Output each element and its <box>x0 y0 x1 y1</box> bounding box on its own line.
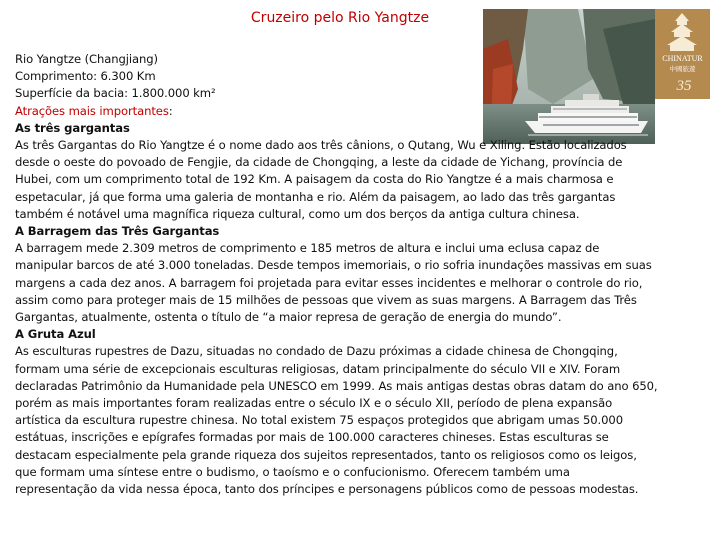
basin-area: Superfície da bacia: 1.800.000 km² <box>15 86 216 101</box>
section-blue-grotto <box>15 326 705 498</box>
section-line: As esculturas rupestres de Dazu, situadas no condado de Dazu próximas a cidade chinesa de Chongqing, <box>15 344 618 359</box>
article-body <box>15 51 705 498</box>
section-line: Gargantas, atualmente, ostenta o título de “a maior represa de geração de energia do mundo”. <box>15 310 562 325</box>
section-line: A barragem mede 2.309 metros de comprimento e 185 metros de altura e inclui uma eclusa capaz de <box>15 241 600 256</box>
river-length: Comprimento: 6.300 Km <box>15 69 156 84</box>
section-line: manipular barcos de até 3.000 toneladas. Desde tempos imemoriais, o rio sofria inundações massivas em suas <box>15 258 652 273</box>
attractions-colon: : <box>168 103 173 118</box>
section-line: representação da vida nessa época, tanto dos príncipes e personagens públicos como de pessoas modestas. <box>15 482 639 497</box>
section-line: Hubei, com um comprimento total de 192 Km. A paisagem da costa do Rio Yangtze é a mais charmosa e <box>15 172 614 187</box>
section-heading: As três gargantas <box>15 120 130 135</box>
section-heading: A Gruta Azul <box>15 327 96 342</box>
logo-chinese: 中國旅遊 <box>669 65 696 73</box>
section-line: que formam uma síntese entre o budismo, o taoísmo e o confucionismo. Oferecem também uma <box>15 464 570 479</box>
section-line: também é notável uma magnífica riqueza cultural, como um dos berços da antiga cultura chinesa. <box>15 206 580 221</box>
section-heading: A Barragem das Três Gargantas <box>15 224 220 239</box>
attractions-heading <box>15 103 705 120</box>
page-title: Cruzeiro pelo Rio Yangtze <box>250 10 430 26</box>
section-three-gorges <box>15 120 705 223</box>
section-line: assim como para proteger mais de 15 milhões de pessoas que vivem as suas margens. A Barragem das Três <box>15 292 637 307</box>
section-line: formam uma série de excepcionais esculturas religiosas, datam principalmente do século VII e XIV. Foram <box>15 361 621 376</box>
section-line: As três Gargantas do Rio Yangtze é o nome dado aos três cânions, o Qutang, Wu e Xiling. Estão localizados <box>15 138 627 153</box>
section-line: destacam especialmente pela grande riqueza dos sujeitos representados, tanto os religiosos como os leigos, <box>15 447 637 462</box>
logo-years: 35 <box>676 78 692 94</box>
section-line: estátuas, inscrições e epígrafes formadas por mais de 100.000 caracteres chineses. Estas esculturas se <box>15 430 609 445</box>
section-line: desde o oeste do povoado de Fengjie, da cidade de Chongqing, a leste da cidade de Yichang, província de <box>15 155 623 170</box>
logo-brand: CHINATUR <box>662 54 703 63</box>
river-name: Rio Yangtze (Changjiang) <box>15 52 158 66</box>
section-line: porém as mais importantes foram realizadas entre o século IX e o século XII, período de plena expansão <box>15 396 613 411</box>
section-dam <box>15 223 705 326</box>
attractions-label: Atrações mais importantes <box>15 103 169 118</box>
section-line: artística da escultura rupestre chinesa. No total existem 75 espaços protegidos que abrigam umas 50.000 <box>15 413 623 428</box>
section-line: declaradas Patrimônio da Humanidade pela UNESCO em 1999. As mais antigas destas obras datam do ano 650, <box>15 378 658 393</box>
section-line: margens a cada dez anos. A barragem foi projetada para evitar esses incidentes e melhorar o controle do rio, <box>15 275 643 290</box>
section-line: espetacular, já que forma uma galeria de montanha e rio. Além da paisagem, ao lado das três gargantas <box>15 189 616 204</box>
